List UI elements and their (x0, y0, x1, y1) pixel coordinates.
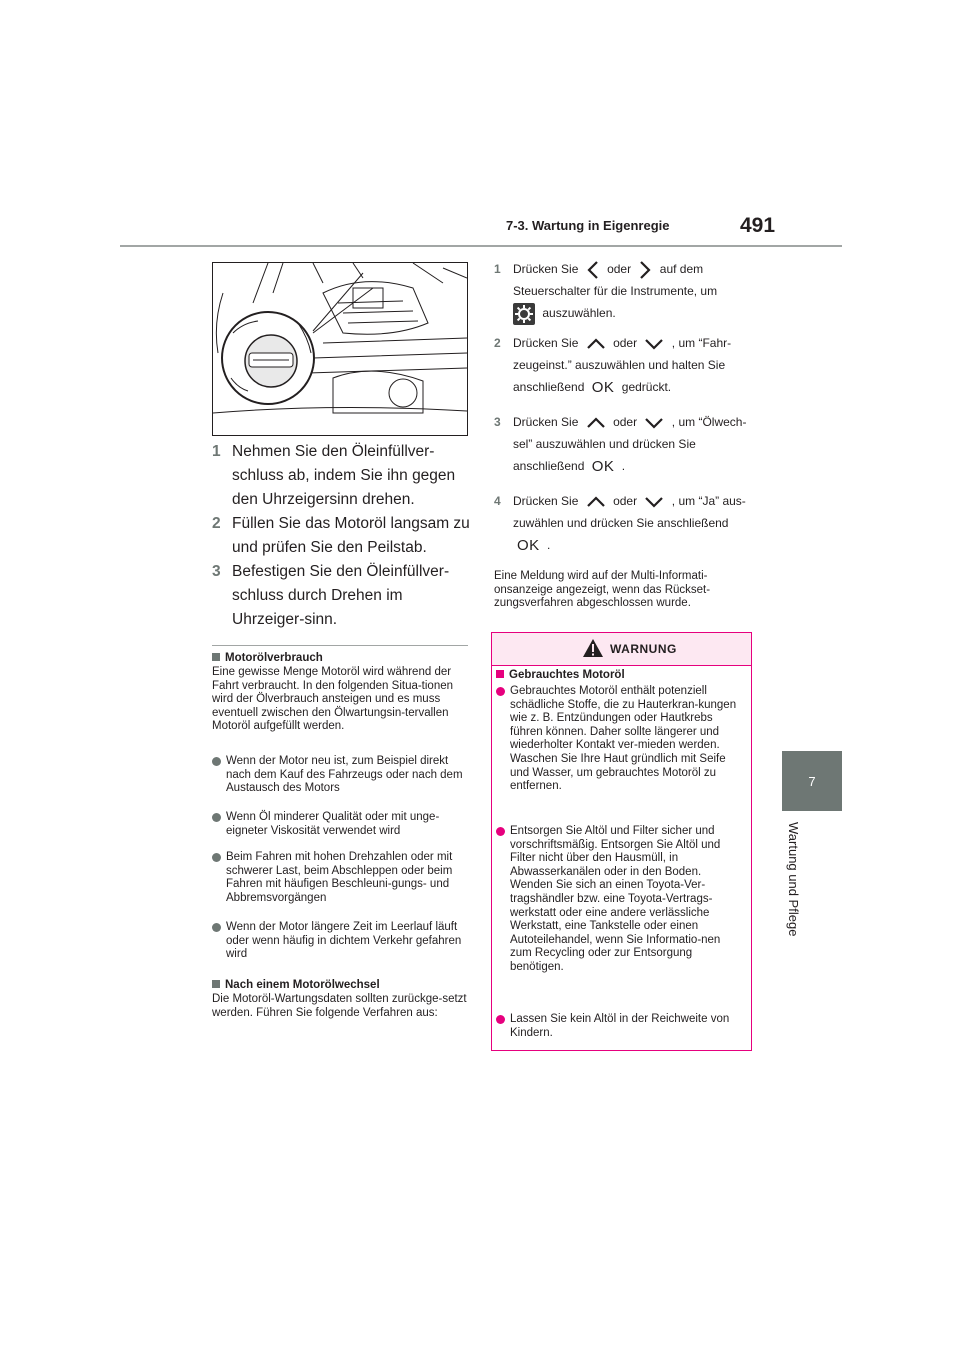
reset-step-4 (494, 490, 764, 557)
step-text: auszuwählen. (542, 306, 616, 320)
warning-section-title: Gebrauchtes Motoröl (509, 669, 625, 681)
step-3 (212, 560, 474, 632)
step-text: auf dem Steuerschalter für die Instrumente, um (513, 262, 718, 298)
step-number: 1 (212, 443, 221, 460)
reset-step-3 (494, 411, 764, 478)
chevron-down-icon (644, 496, 664, 508)
warning-title: WARNUNG (610, 642, 677, 656)
bullet-icon (212, 757, 221, 766)
chapter-title-text: Wartung und Pflege (786, 822, 801, 937)
list-item (496, 1013, 744, 1040)
chevron-up-icon (586, 417, 606, 429)
step-text: oder (613, 415, 638, 429)
chevron-down-icon (644, 338, 664, 350)
oil-change-title: Nach einem Motorölwechsel (225, 979, 380, 991)
step-number: 2 (212, 515, 221, 532)
list-item-text: Gebrauchtes Motoröl enthält potenziell schädliche Stoffe, die zu Hauterkran-kungen wie z. B. Entzündungen oder Hautkrebs führen können. Daher sollte längerer und wiederholter Kontakt ver-mieden werden. Waschen Sie Ihre Haut gründlich mit Seife und Wasser, um gebrauchtes Motoröl zu entfernen. (510, 685, 737, 793)
header-rule (120, 245, 842, 247)
step-number: 1 (494, 262, 501, 276)
step-text: oder (607, 262, 632, 276)
step-number: 4 (494, 494, 501, 508)
chevron-left-icon (586, 260, 600, 280)
oil-change-heading (212, 978, 380, 992)
step-text: Drücken Sie (513, 494, 579, 508)
square-bullet-icon (212, 980, 220, 988)
step-text: gedrückt. (621, 380, 672, 394)
bullet-icon (212, 813, 221, 822)
warning-header (492, 633, 751, 666)
step-text: Füllen Sie das Motoröl langsam zu und prüfen Sie den Peilstab. (232, 515, 470, 556)
chapter-tab: 7 (782, 751, 842, 811)
consumption-heading (212, 651, 323, 665)
bullet-icon (496, 827, 505, 836)
list-item (212, 755, 468, 796)
bullet-icon (496, 687, 505, 696)
list-item-text: Wenn Öl minderer Qualität oder mit unge-eigneter Viskosität verwendet wird (226, 811, 440, 837)
step-text: oder (613, 336, 638, 350)
list-item-text: Lassen Sie kein Altöl in der Reichweite von Kindern. (510, 1013, 730, 1039)
chevron-right-icon (638, 260, 652, 280)
list-item-text: Entsorgen Sie Altöl und Filter sicher und vorschriftsmäßig. Entsorgen Sie Altöl und Filter nicht über den Hausmüll, in Abwasserkanälen oder in den Boden. Wenden Sie sich an einen Toyota-Ver-tragshändler bzw. eine Toyota-Vertrags-werkstatt oder eine andere verlässliche Werkstatt, eine Tankstelle oder einen Autoteilehandel, wenn Sie Informatio-nen zum Recycling oder zur Entsorgung benötigen. (510, 825, 721, 973)
oil-change-text: Die Motoröl-Wartungsdaten sollten zurückge-setzt werden. Führen Sie folgende Verfahren aus: (212, 993, 467, 1019)
step-number: 3 (212, 563, 221, 580)
square-bullet-icon (212, 653, 220, 661)
section-title: 7-3. Wartung in Eigenregie (506, 218, 670, 233)
step-text: Drücken Sie (513, 262, 579, 276)
bullet-icon (212, 923, 221, 932)
reset-step-1 (494, 258, 764, 325)
list-item (212, 851, 468, 905)
chevron-down-icon (644, 417, 664, 429)
list-item (496, 825, 744, 975)
reset-step-2 (494, 332, 764, 399)
step-1 (212, 440, 474, 512)
step-text: Nehmen Sie den Öleinfüllver-schluss ab, indem Sie ihn gegen den Uhrzeigersinn drehen. (232, 443, 456, 508)
engine-oil-filler-illustration (212, 262, 468, 436)
step-text: , um “Ölwech-sel” auszuwählen und drücken Sie anschließend (513, 415, 747, 473)
ok-icon: OK (591, 378, 615, 396)
warning-section-heading (496, 669, 625, 681)
ok-icon: OK (591, 457, 615, 475)
bullet-icon (212, 853, 221, 862)
list-item-text: Wenn der Motor längere Zeit im Leerlauf läuft oder wenn häufig in dichtem Verkehr gefahren wird (226, 921, 462, 961)
step-text: . (547, 538, 551, 552)
warning-box (491, 632, 752, 1051)
step-text: Drücken Sie (513, 336, 579, 350)
step-text: , um “Ja” aus-zuwählen und drücken Sie anschließend (513, 494, 746, 530)
consumption-intro: Eine gewisse Menge Motoröl wird während der Fahrt verbraucht. In den folgenden Situa-tionen wird der Ölverbrauch ansteigen und es muss eventuell zwischen den Ölwartungsin-tervallen Motoröl aufgefüllt werden. (212, 666, 454, 733)
step-text: , um “Fahr-zeugeinst.” auszuwählen und halten Sie anschließend (513, 336, 732, 394)
list-item-text: Beim Fahren mit hohen Drehzahlen oder mit schwerer Last, beim Abschleppen oder beim Fahren mit häufigen Beschleuni-gungs- und Abbremsvorgängen (226, 851, 453, 904)
chapter-title (786, 822, 806, 1022)
square-bullet-icon (496, 670, 504, 678)
reset-note: Eine Meldung wird auf der Multi-Informati-onsanzeige angezeigt, wenn das Rückset-zungsverfahren abgeschlossen wurde. (494, 570, 711, 610)
list-item (212, 921, 468, 962)
chevron-up-icon (586, 338, 606, 350)
page-number: 491 (740, 214, 776, 237)
list-item-text: Wenn der Motor neu ist, zum Beispiel direkt nach dem Kauf des Fahrzeugs oder nach dem Austausch des Motors (226, 755, 463, 795)
section-divider (212, 645, 468, 646)
list-item (212, 811, 468, 838)
ok-icon: OK (517, 536, 540, 554)
consumption-title: Motorölverbrauch (225, 652, 323, 664)
step-text: Drücken Sie (513, 415, 579, 429)
step-text: oder (613, 494, 638, 508)
step-number: 2 (494, 336, 501, 350)
chevron-up-icon (586, 496, 606, 508)
step-number: 3 (494, 415, 501, 429)
gear-icon (513, 303, 535, 325)
step-text: . (621, 459, 626, 473)
bullet-icon (496, 1015, 505, 1024)
warning-triangle-icon (582, 638, 604, 658)
step-2 (212, 512, 474, 560)
list-item (496, 685, 744, 794)
step-text: Befestigen Sie den Öleinfüllver-schluss durch Drehen im Uhrzeiger-sinn. (232, 563, 450, 628)
